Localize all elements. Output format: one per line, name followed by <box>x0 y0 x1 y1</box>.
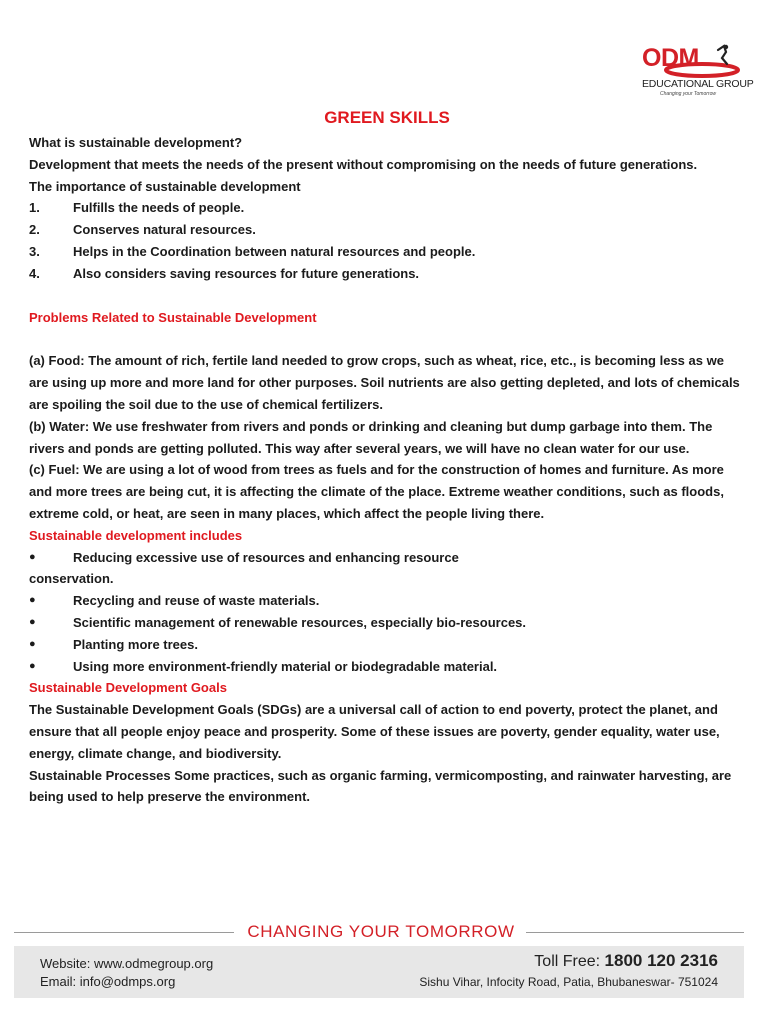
fuel-paragraph-line: extreme cold, or heat, are seen in many places, which affect the people living there. <box>29 505 545 521</box>
bullet-item <box>29 547 741 569</box>
toll-label: Toll Free: <box>534 953 605 970</box>
bullet-icon: ● <box>29 615 36 628</box>
divider <box>526 932 744 933</box>
processes-paragraph-line: Sustainable Processes Some practices, such as organic farming, vermicomposting, and rainwater harvesting, are <box>29 767 732 783</box>
bullet-text: Reducing excessive use of resources and enhancing resource <box>73 549 459 565</box>
problems-heading: Problems Related to Sustainable Development <box>29 309 317 325</box>
question-line: What is sustainable development? <box>29 135 243 150</box>
list-item <box>29 219 741 241</box>
food-paragraph-line: are spoiling the soil due to the use of chemical fertilizers. <box>29 396 383 412</box>
list-number: 2. <box>29 222 40 238</box>
document-body <box>29 104 741 808</box>
list-number: 4. <box>29 265 40 281</box>
bullet-text: Using more environment-friendly material or biodegradable material. <box>73 658 498 674</box>
definition-line: Development that meets the needs of the present without compromising on the needs of future generations. <box>29 156 698 172</box>
list-text: Helps in the Coordination between natural resources and people. <box>73 243 476 259</box>
sdg-paragraph-line: The Sustainable Development Goals (SDGs) are a universal call of action to end poverty, protect the planet, and <box>29 702 718 718</box>
bullet-icon: ● <box>29 594 36 607</box>
bullet-item <box>29 612 741 634</box>
food-paragraph-line: (a) Food: The amount of rich, fertile land needed to grow crops, such as wheat, rice, etc., is becoming less as we <box>29 353 724 369</box>
logo-tagline: Changing your Tomorrow <box>660 91 716 97</box>
list-number: 3. <box>29 243 40 259</box>
footer-toll-free <box>534 950 718 973</box>
toll-number: 1800 120 2316 <box>604 951 718 970</box>
footer-website: Website: www.odmegroup.org <box>40 956 214 971</box>
footer-slogan-row <box>0 920 768 944</box>
bullet-item <box>29 656 741 678</box>
includes-heading: Sustainable development includes <box>29 527 243 543</box>
footer-slogan: CHANGING YOUR TOMORROW <box>247 922 515 941</box>
footer-contact-band <box>14 946 744 998</box>
bullet-icon: ● <box>29 659 36 672</box>
list-text: Conserves natural resources. <box>73 222 256 238</box>
water-paragraph-line: (b) Water: We use freshwater from rivers and ponds or drinking and cleaning but dump garbage into them. The <box>29 418 713 434</box>
footer-email: Email: info@odmps.org <box>40 974 176 989</box>
sdg-heading: Sustainable Development Goals <box>29 680 227 696</box>
processes-paragraph-line: being used to help preserve the environment. <box>29 789 311 805</box>
footer-address: Sishu Vihar, Infocity Road, Patia, Bhubaneswar- 751024 <box>419 975 718 989</box>
bullet-text: Planting more trees. <box>73 636 198 652</box>
bullet-continuation: conservation. <box>29 571 114 587</box>
list-text: Fulfills the needs of people. <box>73 200 245 216</box>
logo-subtitle: EDUCATIONAL GROUP <box>642 78 754 90</box>
bullet-text: Scientific management of renewable resources, especially bio-resources. <box>73 614 527 630</box>
list-text: Also considers saving resources for future generations. <box>73 265 420 281</box>
bullet-icon: ● <box>29 637 36 650</box>
divider <box>14 932 234 933</box>
list-item <box>29 263 741 285</box>
importance-heading: The importance of sustainable development <box>29 178 301 194</box>
sdg-paragraph-line: energy, climate change, and biodiversity. <box>29 745 282 761</box>
list-item <box>29 241 741 263</box>
fuel-paragraph-line: (c) Fuel: We are using a lot of wood from trees as fuels and for the construction of homes and furniture. As more <box>29 462 724 478</box>
water-paragraph-line: rivers and ponds are getting polluted. This way after several years, we will have no clean water for our use. <box>29 440 690 456</box>
list-number: 1. <box>29 200 40 216</box>
page-title: GREEN SKILLS <box>324 108 450 127</box>
fuel-paragraph-line: and more trees are being cut, it is affecting the climate of the place. Extreme weather conditions, such as floods, <box>29 484 724 500</box>
bullet-item <box>29 590 741 612</box>
bullet-icon: ● <box>29 550 36 563</box>
list-item <box>29 197 741 219</box>
odm-logo <box>640 44 754 102</box>
bullet-text: Recycling and reuse of waste materials. <box>73 593 320 609</box>
bullet-item <box>29 634 741 656</box>
food-paragraph-line: are using up more and more land for other purposes. Soil nutrients are also getting depleted, and lots of chemicals <box>29 375 740 391</box>
sdg-paragraph-line: ensure that all people enjoy peace and prosperity. Some of these issues are poverty, gender equality, water use, <box>29 723 720 739</box>
logo-brand-text: ODM <box>642 44 699 72</box>
